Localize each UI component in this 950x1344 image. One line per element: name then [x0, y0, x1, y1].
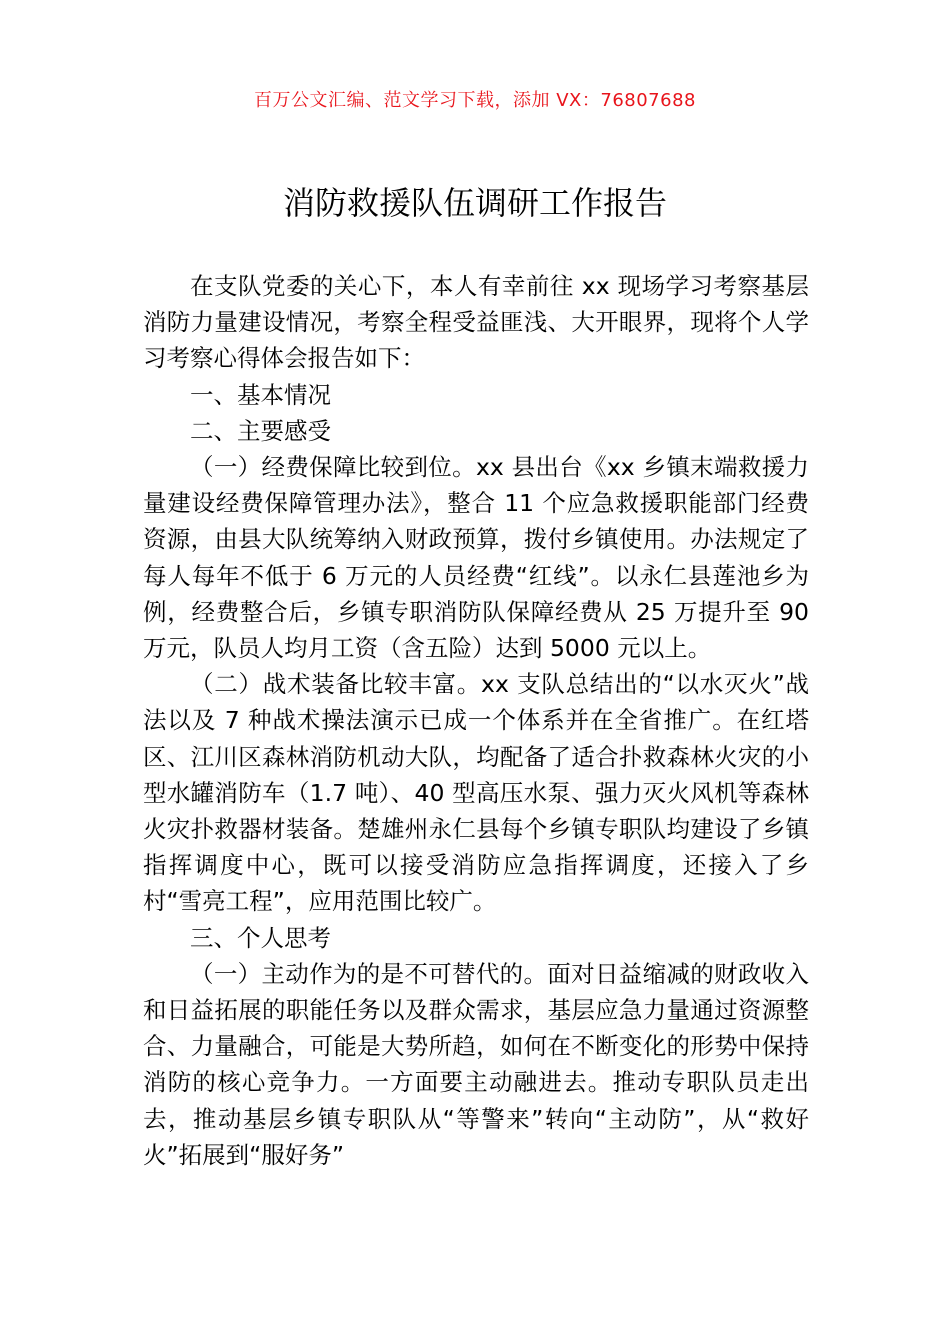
paragraph-equipment: （二）战术装备比较丰富。xx 支队总结出的“以水灭火”战法以及 7 种战术操法演示已成一个体系并在全省推广。在红塔区、江川区森林消防机动大队，均配备了适合扑救森林火灾的小型水罐消防车（1.7 吨）、40 型高压水泵、强力灭火风机等森林火灾扑救器材装备。楚雄州永仁县每个乡镇专职队均建设了乡镇指挥调度中心，既可以接受消防应急指挥调度，还接入了乡村“雪亮工程”，应用范围比较广。: [143, 670, 809, 916]
header-note: 百万公文汇编、范文学习下载，添加 VX：76807688: [254, 90, 696, 111]
paragraph-initiative: （一）主动作为的是不可替代的。面对日益缩减的财政收入和日益拓展的职能任务以及群众需求，基层应急力量通过资源整合、力量融合，可能是大势所趋，如何在不断变化的形势中保持消防的核心竞争力。一方面要主动融进去。推动专职队员走出去，推动基层乡镇专职队从“等警来”转向“主动防”，从“救好火”拓展到“服好务”: [143, 959, 809, 1169]
paragraph-intro: 在支队党委的关心下，本人有幸前往 xx 现场学习考察基层消防力量建设情况，考察全程受益匪浅、大开眼界，现将个人学习考察心得体会报告如下：: [143, 272, 809, 373]
paragraph-funding: （一）经费保障比较到位。xx 县出台《xx 乡镇末端救援力量建设经费保障管理办法》，整合 11 个应急救援职能部门经费资源，由县大队统筹纳入财政预算，拨付乡镇使用。办法规定了每人每年不低于 6 万元的人员经费“红线”。以永仁县莲池乡为例，经费整合后，乡镇专职消防队保障经费从 25 万提升至 90 万元，队员人均月工资（含五险）达到 5000 元以上。: [143, 453, 809, 663]
heading-main-impressions: 二、主要感受: [190, 416, 331, 445]
document-title: 消防救援队伍调研工作报告: [282, 184, 667, 222]
heading-basic-situation: 一、基本情况: [190, 380, 331, 409]
heading-personal-thoughts: 三、个人思考: [190, 923, 331, 952]
document-body: [143, 268, 809, 1173]
